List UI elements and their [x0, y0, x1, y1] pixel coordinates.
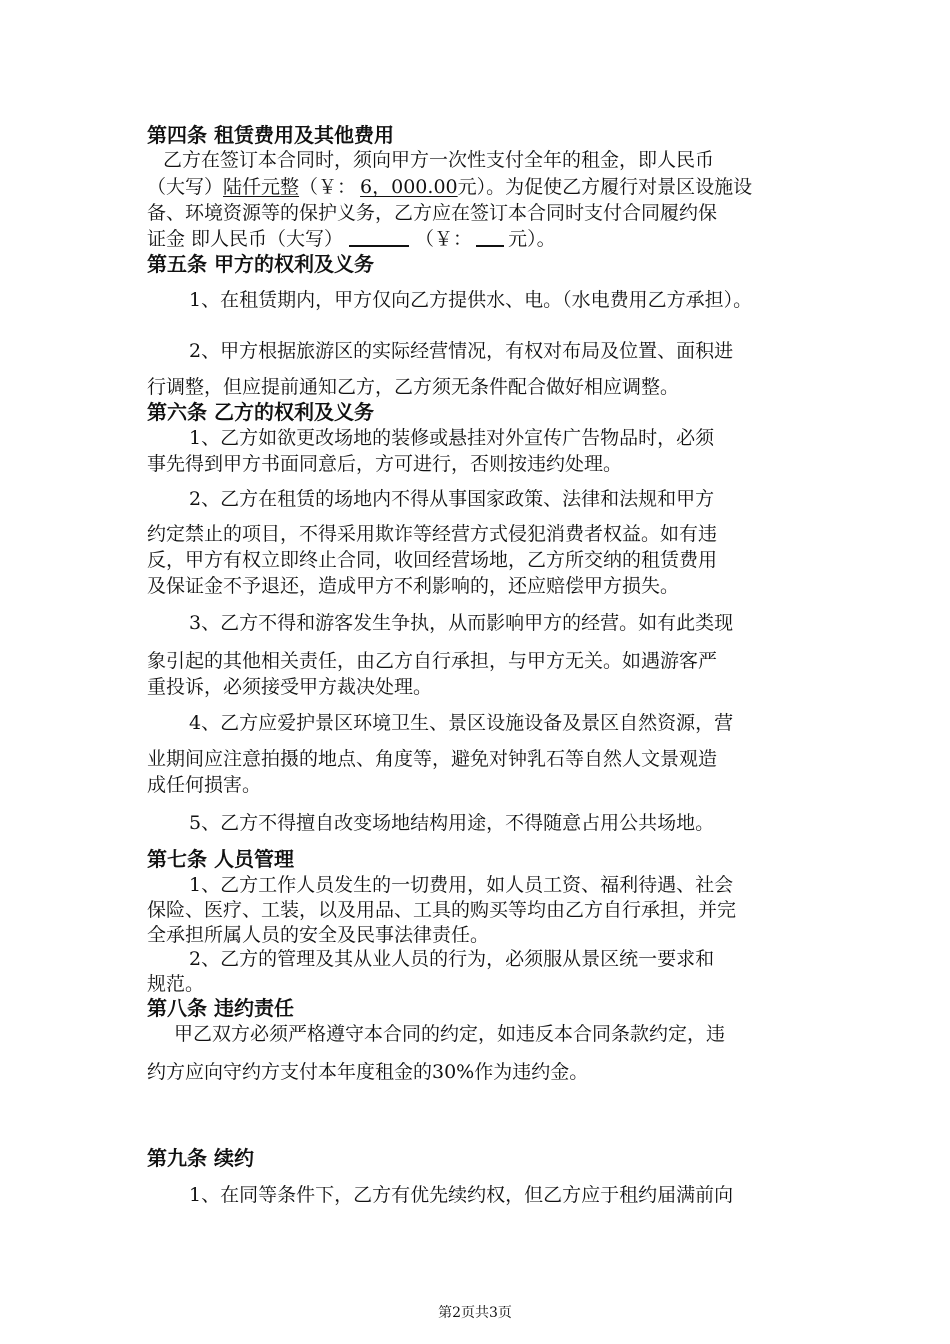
article4-line2: [147, 175, 752, 199]
article4-text: 证金 即人民币（大写）: [147, 228, 344, 250]
article9-heading: 第九条 续约: [147, 1146, 254, 1170]
article6-item5: 5、乙方不得擅自改变场地结构用途，不得随意占用公共场地。: [189, 812, 715, 834]
deposit-number-blank: [476, 227, 504, 247]
article5-item2-line2: 行调整，但应提前通知乙方，乙方须无条件配合做好相应调整。: [147, 376, 680, 398]
article5-item2-line1: 2、甲方根据旅游区的实际经营情况，有权对布局及位置、面积进: [189, 340, 734, 362]
article9-item1-line1: 1、在同等条件下，乙方有优先续约权，但乙方应于租约届满前向: [189, 1184, 734, 1206]
article4-heading: 第四条 租赁费用及其他费用: [147, 123, 394, 147]
article6-item2-line3: 反，甲方有权立即终止合同，收回经营场地，乙方所交纳的租赁费用: [147, 549, 718, 571]
article4-text: （大写）: [147, 176, 224, 198]
article6-heading: 第六条 乙方的权利及义务: [147, 400, 374, 424]
page-footer: 第2页共3页: [438, 1305, 512, 1321]
article8-line2: 约方应向守约方支付本年度租金的30%作为违约金。: [147, 1061, 589, 1083]
rent-amount-words: 陆仟元整: [223, 176, 300, 198]
article6-item4-line3: 成任何损害。: [147, 774, 262, 796]
article7-heading: 第七条 人员管理: [147, 847, 294, 871]
rent-amount-number: 6，000.00: [360, 176, 458, 198]
article6-item3-line1: 3、乙方不得和游客发生争执，从而影响甲方的经营。如有此类现: [189, 612, 734, 634]
article6-item2-line1: 2、乙方在租赁的场地内不得从事国家政策、法律和法规和甲方: [189, 488, 715, 510]
article5-heading: 第五条 甲方的权利及义务: [147, 252, 374, 276]
article7-item1-line2: 保险、医疗、工装，以及用品、工具的购买等均由乙方自行承担，并完: [147, 899, 737, 921]
article4-text: （￥：: [415, 228, 473, 250]
article7-item1-line1: 1、乙方工作人员发生的一切费用，如人员工资、福利待遇、社会: [189, 874, 734, 896]
article6-item4-line1: 4、乙方应爱护景区环境卫生、景区设施设备及景区自然资源，营: [189, 712, 734, 734]
article7-item2-line1: 2、乙方的管理及其从业人员的行为，必须服从景区统一要求和: [189, 948, 715, 970]
article6-item1-line2: 事先得到甲方书面同意后，方可进行，否则按违约处理。: [147, 453, 623, 475]
article6-item2-line2: 约定禁止的项目，不得采用欺诈等经营方式侵犯消费者权益。如有违: [147, 523, 718, 545]
article8-heading: 第八条 违约责任: [147, 996, 294, 1020]
article4-text: 元）。: [508, 228, 556, 250]
article6-item1-line1: 1、乙方如欲更改场地的装修或悬挂对外宣传广告物品时，必须: [189, 427, 715, 449]
article8-line1: 甲乙双方必须严格遵守本合同的约定，如违反本合同条款约定，违: [174, 1023, 726, 1045]
article4-line1: 乙方在签订本合同时，须向甲方一次性支付全年的租金，即人民币: [163, 149, 715, 171]
article4-line3: 备、环境资源等的保护义务，乙方应在签订本合同时支付合同履约保: [147, 202, 718, 224]
article4-line4: [147, 227, 556, 251]
article6-item4-line2: 业期间应注意拍摄的地点、角度等，避免对钟乳石等自然人文景观造: [147, 748, 718, 770]
article6-item3-line2: 象引起的其他相关责任，由乙方自行承担，与甲方无关。如遇游客严: [147, 650, 718, 672]
article7-item1-line3: 全承担所属人员的安全及民事法律责任。: [147, 924, 490, 946]
article5-item1: 1、在租赁期内，甲方仅向乙方提供水、电。（水电费用乙方承担）。: [189, 289, 753, 311]
deposit-words-blank: [349, 227, 409, 247]
article6-item3-line3: 重投诉，必须接受甲方裁决处理。: [147, 676, 433, 698]
article4-text: 元）。为促使乙方履行对景区设施设: [457, 176, 753, 198]
article7-item2-line2: 规范。: [147, 973, 205, 995]
article4-text: （￥：: [299, 176, 357, 198]
article6-item2-line4: 及保证金不予退还，造成甲方不利影响的，还应赔偿甲方损失。: [147, 575, 680, 597]
